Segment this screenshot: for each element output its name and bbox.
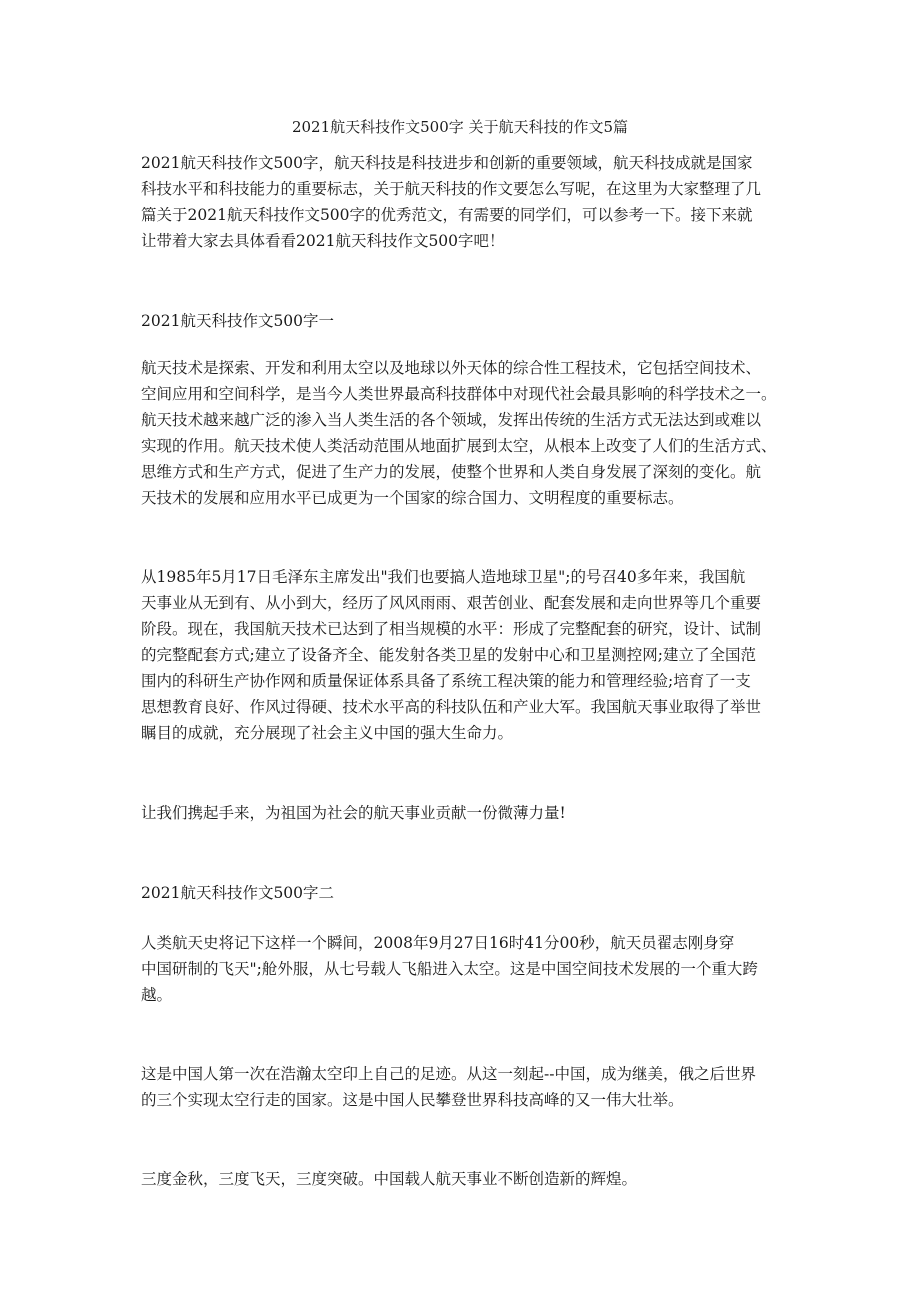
paragraph-line: 思维方式和生产方式，促进了生产力的发展，使整个世界和人类自身发展了深刻的变化。航	[141, 463, 762, 481]
paragraph-line: 围内的科研生产协作网和质量保证体系具备了系统工程决策的能力和管理经验;培育了一支	[141, 672, 751, 690]
paragraph-line: 三度金秋，三度飞天，三度突破。中国载人航天事业不断创造新的辉煌。	[141, 1170, 638, 1188]
paragraph-line: 这是中国人第一次在浩瀚太空印上自己的足迹。从这一刻起--中国，成为继美，俄之后世界	[141, 1065, 756, 1083]
paragraph-line: 中国研制的飞天";舱外服，从七号载人飞船进入太空。这是中国空间技术发展的一个重大跨	[141, 960, 758, 978]
paragraph-line: 思想教育良好、作风过得硬、技术水平高的科技队伍和产业大军。我国航天事业取得了举世	[141, 698, 762, 716]
paragraph-line: 越。	[141, 986, 173, 1004]
paragraph-line: 航天技术越来越广泛的渗入当人类生活的各个领域，发挥出传统的生活方式无法达到或难以	[141, 411, 762, 429]
section-heading-2: 2021航天科技作文500字二	[141, 884, 335, 902]
paragraph-line: 天事业从无到有、从小到大，经历了风风雨雨、艰苦创业、配套发展和走向世界等几个重要	[141, 594, 762, 612]
paragraph-line: 的三个实现太空行走的国家。这是中国人民攀登世界科技高峰的又一伟大壮举。	[141, 1091, 684, 1109]
intro-line: 2021航天科技作文500字，航天科技是科技进步和创新的重要领域，航天科技成就是国家	[141, 154, 753, 172]
paragraph-line: 实现的作用。航天技术使人类活动范围从地面扩展到太空，从根本上改变了人们的生活方式、	[141, 437, 777, 455]
intro-line: 篇关于2021航天科技作文500字的优秀范文，有需要的同学们，可以参考一下。接下来就	[141, 206, 753, 224]
section-heading-1: 2021航天科技作文500字一	[141, 312, 335, 330]
paragraph-line: 空间应用和空间科学，是当今人类世界最高科技群体中对现代社会最具影响的科学技术之一。	[141, 385, 777, 403]
intro-line: 让带着大家去具体看看2021航天科技作文500字吧！	[141, 232, 505, 250]
paragraph-line: 瞩目的成就，充分展现了社会主义中国的强大生命力。	[141, 724, 514, 742]
paragraph-line: 从1985年5月17日毛泽东主席发出"我们也要搞人造地球卫星";的号召40多年来，我国航	[141, 568, 746, 586]
intro-line: 科技水平和科技能力的重要标志，关于航天科技的作文要怎么写呢，在这里为大家整理了几	[141, 180, 762, 198]
document-title: 2021航天科技作文500字 关于航天科技的作文5篇	[291, 118, 629, 136]
paragraph-line: 天技术的发展和应用水平已成更为一个国家的综合国力、文明程度的重要标志。	[141, 489, 684, 507]
paragraph-line: 的完整配套方式;建立了设备齐全、能发射各类卫星的发射中心和卫星测控网;建立了全国范	[141, 646, 756, 664]
paragraph-line: 人类航天史将记下这样一个瞬间，2008年9月27日16时41分00秒，航天员翟志刚身穿	[141, 934, 735, 952]
paragraph-line: 让我们携起手来，为祖国为社会的航天事业贡献一份微薄力量!	[141, 804, 566, 822]
paragraph-line: 阶段。现在，我国航天技术已达到了相当规模的水平：形成了完整配套的研究，设计、试制	[141, 620, 762, 638]
paragraph-line: 航天技术是探索、开发和利用太空以及地球以外天体的综合性工程技术，它包括空间技术、	[141, 359, 762, 377]
